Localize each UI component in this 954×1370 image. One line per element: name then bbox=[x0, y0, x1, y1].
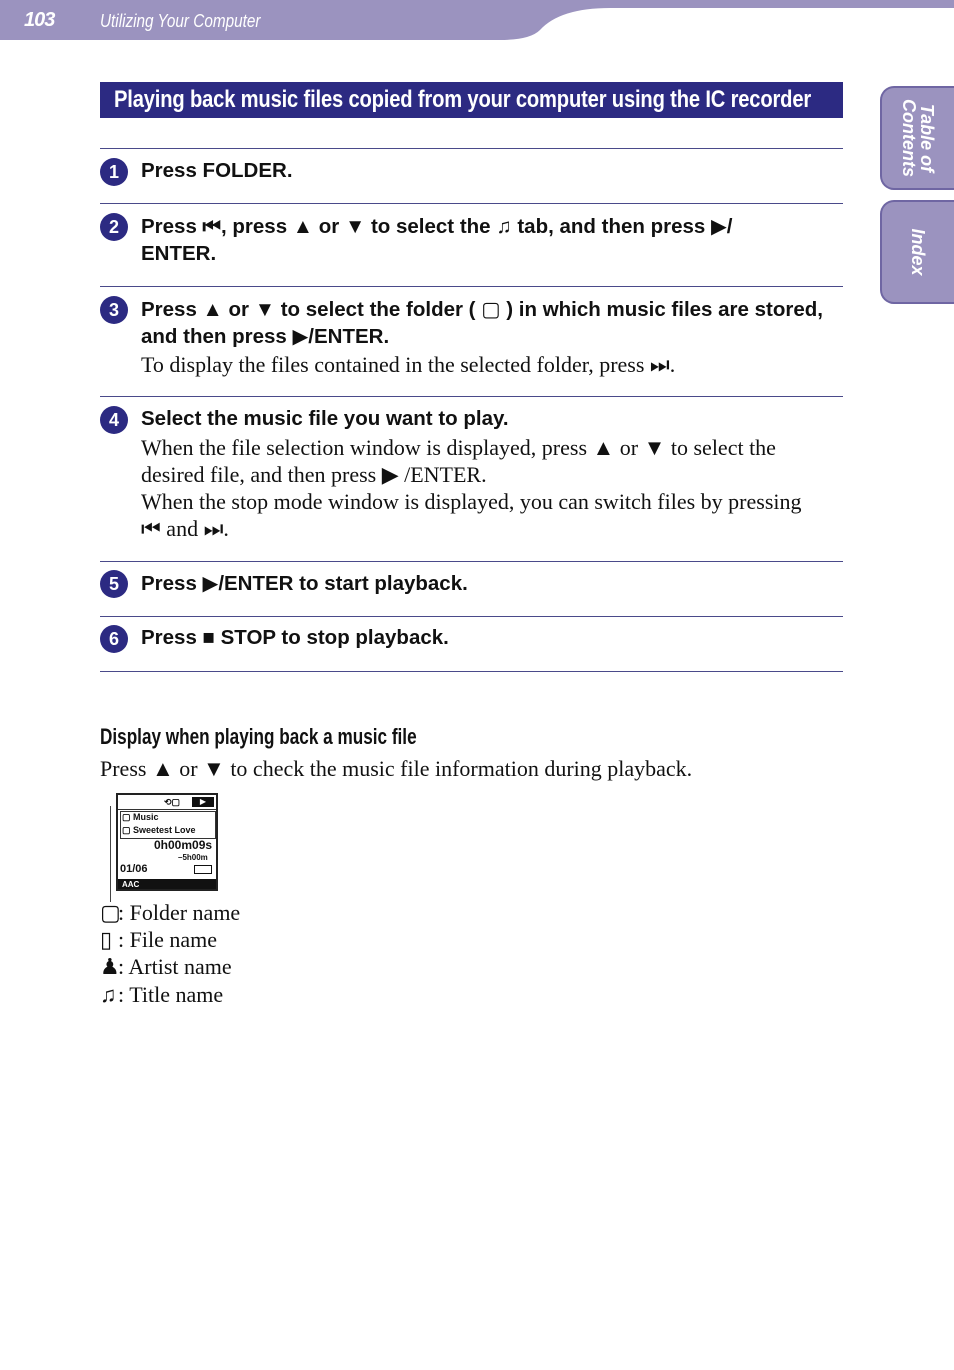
step-note: desired file, and then press ▶ /ENTER. bbox=[141, 462, 487, 487]
divider bbox=[100, 148, 843, 149]
step-note: When the file selection window is displayed, press ▲ or ▼ to select the bbox=[141, 435, 776, 460]
tab-toc-label: Table of Contents bbox=[899, 99, 937, 177]
lcd-display-illustration bbox=[116, 793, 218, 891]
lcd-file-name: ▢ Sweetest Love bbox=[122, 825, 196, 835]
tab-index[interactable] bbox=[880, 200, 954, 304]
step-instruction: Press ⏮, press ▲ or ▼ to select the ♫ tab, and then press ▶/ bbox=[141, 215, 733, 238]
step-instruction: ENTER. bbox=[141, 242, 217, 265]
step-number: 4 bbox=[100, 406, 128, 434]
lcd-remaining-time: –5h00m bbox=[178, 853, 208, 862]
lcd-codec: AAC bbox=[122, 880, 140, 889]
battery-icon bbox=[194, 865, 212, 874]
step-instruction: and then press ▶/ENTER. bbox=[141, 325, 390, 348]
folder-icon: ▢ bbox=[100, 900, 121, 925]
legend-item: ♫: Title name bbox=[100, 982, 224, 1007]
subsection-heading: Display when playing back a music file bbox=[100, 724, 417, 749]
step-instruction: Press ▲ or ▼ to select the folder ( ▢ ) in which music files are stored, bbox=[141, 298, 823, 321]
step-number: 3 bbox=[100, 296, 128, 324]
title-icon: ♫ bbox=[100, 982, 117, 1007]
repeat-icon: ⟲▢ bbox=[164, 797, 181, 807]
page-number: 103 bbox=[24, 9, 55, 31]
step-instruction: Select the music file you want to play. bbox=[141, 407, 509, 430]
step-number: 1 bbox=[100, 158, 128, 186]
section-label: Utilizing Your Computer bbox=[100, 11, 261, 31]
step-instruction: Press FOLDER. bbox=[141, 159, 293, 182]
legend-item: ▯ : File name bbox=[100, 927, 217, 952]
step-number: 6 bbox=[100, 625, 128, 653]
legend-item: ♟: Artist name bbox=[100, 954, 232, 979]
divider bbox=[100, 561, 843, 562]
page-header bbox=[0, 0, 954, 40]
step-note: To display the files contained in the selected folder, press ⏭. bbox=[141, 352, 676, 377]
step-note: When the stop mode window is displayed, you can switch files by pressing bbox=[141, 489, 802, 514]
title-bar bbox=[100, 82, 843, 118]
step-instruction: Press ▶/ENTER to start playback. bbox=[141, 572, 468, 595]
divider bbox=[100, 396, 843, 397]
divider bbox=[100, 616, 843, 617]
file-icon: ▯ bbox=[100, 927, 113, 952]
step-number: 5 bbox=[100, 570, 128, 598]
tab-table-of-contents[interactable] bbox=[880, 86, 954, 190]
lcd-elapsed-time: 0h00m09s bbox=[154, 838, 213, 852]
callout-line bbox=[110, 806, 111, 902]
legend-item: ▢: Folder name bbox=[100, 900, 241, 925]
page-title: Playing back music files copied from your computer using the IC recorder bbox=[114, 86, 812, 113]
tab-index-label: Index bbox=[908, 228, 928, 276]
lcd-folder-name: ▢ Music bbox=[122, 812, 159, 822]
artist-icon: ♟ bbox=[100, 954, 120, 979]
step-instruction: Press ■ STOP to stop playback. bbox=[141, 626, 449, 649]
divider bbox=[100, 203, 843, 204]
divider bbox=[100, 671, 843, 672]
lcd-track-number: 01/06 bbox=[120, 863, 148, 875]
divider bbox=[100, 286, 843, 287]
play-icon: ▶ bbox=[192, 797, 214, 807]
step-note: ⏮ and ⏭. bbox=[141, 516, 229, 541]
subsection-text: Press ▲ or ▼ to check the music file information during playback. bbox=[100, 756, 693, 781]
step-number: 2 bbox=[100, 213, 128, 241]
